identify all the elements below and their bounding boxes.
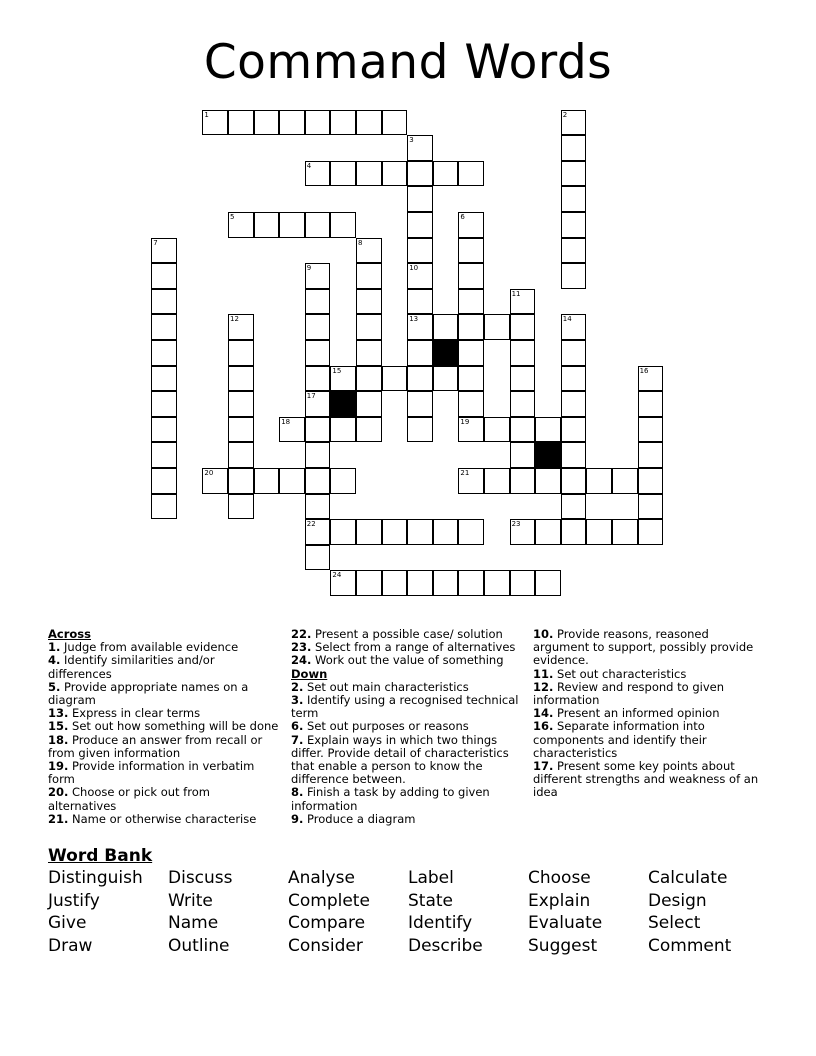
clue-number: 10 (409, 264, 419, 273)
grid-cell[interactable] (279, 212, 305, 238)
grid-cell[interactable] (279, 417, 305, 443)
grid-cell[interactable] (638, 391, 664, 417)
grid-cell[interactable] (305, 391, 331, 417)
word-bank-word: Suggest (528, 936, 598, 957)
clue-number: 17 (306, 392, 316, 401)
clue-text: Set out purposes or reasons (303, 719, 469, 734)
word-bank-word: State (408, 890, 453, 911)
clue-text: Produce a diagram (303, 811, 416, 826)
grid-cell[interactable] (561, 263, 587, 289)
grid-cell[interactable] (458, 519, 484, 545)
grid-cell[interactable] (433, 161, 459, 187)
grid-cell[interactable] (254, 212, 280, 238)
grid-cell[interactable] (356, 263, 382, 289)
grid-cell[interactable] (330, 161, 356, 187)
grid-cell[interactable] (510, 340, 536, 366)
clue-number: 22 (306, 520, 316, 529)
grid-cell[interactable] (407, 570, 433, 596)
clue-text: Produce an answer from recall or from given information (48, 732, 263, 760)
grid-cell[interactable] (433, 519, 459, 545)
grid-cell[interactable] (356, 110, 382, 136)
word-bank-word: Draw (48, 936, 93, 957)
clue-number: 4 (306, 161, 312, 170)
clue-number: 6 (460, 213, 465, 221)
word-bank-word: Describe (408, 936, 483, 957)
grid-cell[interactable] (612, 468, 638, 494)
across-clue (48, 760, 280, 786)
clue-text: Identify similarities and/or differences (48, 653, 215, 681)
grid-cell[interactable] (407, 238, 433, 264)
grid-cell[interactable] (638, 417, 664, 443)
grid-cell[interactable] (151, 391, 177, 417)
clue-num: 6. (291, 719, 304, 734)
grid-cell[interactable] (510, 442, 536, 468)
grid-cell[interactable] (484, 468, 510, 494)
grid-cell[interactable] (458, 263, 484, 289)
across-clue (48, 813, 280, 826)
grid-cell[interactable] (561, 340, 587, 366)
clue-number: 23 (511, 520, 521, 529)
word-bank-word: Outline (168, 936, 230, 957)
grid-cell[interactable] (382, 519, 408, 545)
grid-cell[interactable] (356, 314, 382, 340)
clue-text: Finish a task by adding to given information (291, 785, 490, 813)
grid-cell[interactable] (561, 238, 587, 264)
grid-cell[interactable] (407, 391, 433, 417)
grid-cell[interactable] (458, 570, 484, 596)
down-clue (291, 734, 521, 787)
word-bank-word: Analyse (288, 868, 355, 888)
grid-cell[interactable] (561, 161, 587, 187)
clue-number: 21 (460, 469, 470, 477)
clue-number: 12 (230, 315, 239, 324)
grid-cell[interactable] (228, 314, 254, 340)
across-clue (48, 786, 280, 812)
grid-cell[interactable] (407, 135, 433, 161)
word-bank-word: Explain (528, 890, 591, 911)
grid-cell[interactable] (305, 340, 331, 366)
clue-text: Select from a range of alternatives (311, 640, 516, 655)
clue-text: Separate information into components and identify their characteristics (533, 719, 707, 760)
word-bank-word: Discuss (168, 868, 233, 888)
clue-number: 16 (639, 366, 649, 375)
grid-cell[interactable] (151, 442, 177, 468)
page-title: Command Words (203, 35, 613, 90)
grid-cell[interactable] (356, 391, 382, 417)
clue-text: Set out characteristics (553, 666, 687, 681)
grid-cell[interactable] (433, 570, 459, 596)
grid-cell[interactable] (510, 314, 536, 340)
grid-cell[interactable] (305, 519, 331, 545)
grid-cell[interactable] (535, 570, 561, 596)
grid-cell[interactable] (561, 366, 587, 392)
grid-cell[interactable] (305, 545, 331, 571)
word-bank-word: Justify (48, 890, 100, 911)
grid-cell[interactable] (458, 212, 484, 238)
word-bank-word: Calculate (648, 868, 728, 888)
grid-cell[interactable] (433, 366, 459, 392)
grid-cell[interactable] (510, 289, 536, 315)
word-bank-word: Label (408, 868, 454, 888)
clue-number: 13 (409, 315, 419, 324)
grid-cell[interactable] (510, 519, 536, 545)
clue-num: 13. (48, 706, 69, 721)
grid-cell[interactable] (407, 340, 433, 366)
grid-cell[interactable] (382, 161, 408, 187)
grid-cell[interactable] (356, 238, 382, 264)
clue-num: 24. (291, 653, 312, 668)
grid-cell[interactable] (407, 186, 433, 212)
grid-cell[interactable] (151, 238, 177, 264)
clue-number: 5 (230, 213, 235, 221)
grid-cell[interactable] (612, 519, 638, 545)
grid-cell[interactable] (228, 366, 254, 392)
clue-text: Provide appropriate names on a diagram (48, 679, 249, 708)
clue-text: Work out the value of something (311, 653, 504, 668)
word-bank-word: Distinguish (48, 868, 143, 888)
grid-cell[interactable] (305, 366, 331, 392)
clue-number: 2 (562, 110, 568, 119)
grid-cell[interactable] (305, 263, 331, 289)
clue-number: 9 (306, 264, 312, 273)
clue-num: 9. (291, 811, 304, 826)
clue-num: 1. (48, 640, 61, 655)
clue-num: 3. (291, 693, 304, 708)
clue-number: 15 (332, 366, 342, 375)
grid-cell[interactable] (305, 442, 331, 468)
across-heading: Across (48, 627, 91, 641)
clues-column-1 (48, 628, 280, 826)
word-bank-word: Compare (288, 913, 366, 934)
grid-cell[interactable] (228, 442, 254, 468)
grid-cell[interactable] (407, 417, 433, 443)
word-bank-word: Choose (528, 868, 591, 888)
grid-cell[interactable] (638, 519, 664, 545)
grid-cell[interactable] (638, 442, 664, 468)
grid-cell[interactable] (510, 570, 536, 596)
word-bank-word: Name (168, 913, 219, 934)
clue-num: 18. (48, 732, 69, 747)
grid-cell[interactable] (638, 468, 664, 494)
grid-cell[interactable] (202, 110, 228, 136)
grid-cell[interactable] (305, 110, 331, 136)
black-square (535, 442, 561, 468)
grid-cell[interactable] (356, 340, 382, 366)
black-square (330, 391, 356, 417)
clue-number: 1 (204, 110, 209, 119)
black-square (433, 340, 459, 366)
grid-cell[interactable] (561, 494, 587, 520)
grid-cell[interactable] (433, 314, 459, 340)
grid-cell[interactable] (382, 110, 408, 136)
grid-cell[interactable] (356, 417, 382, 443)
clues-column-2 (291, 628, 521, 826)
clue-text: Explain ways in which two things differ. Provide detail of characteristics that enable a person to know the difference between. (291, 732, 509, 787)
grid-cell[interactable] (561, 110, 587, 136)
grid-cell[interactable] (356, 519, 382, 545)
clue-number: 7 (153, 238, 158, 247)
grid-cell[interactable] (330, 468, 356, 494)
grid-cell[interactable] (305, 494, 331, 520)
clue-num: 12. (533, 679, 554, 694)
clue-num: 2. (291, 679, 304, 694)
grid-cell[interactable] (561, 135, 587, 161)
grid-cell[interactable] (561, 314, 587, 340)
word-bank-word: Give (48, 913, 87, 934)
grid-cell[interactable] (561, 442, 587, 468)
grid-cell[interactable] (151, 417, 177, 443)
grid-cell[interactable] (356, 366, 382, 392)
down-clue (533, 628, 763, 668)
grid-cell[interactable] (330, 519, 356, 545)
grid-cell[interactable] (510, 391, 536, 417)
grid-cell[interactable] (228, 340, 254, 366)
grid-cell[interactable] (638, 494, 664, 520)
clue-number: 8 (358, 238, 363, 247)
grid-cell[interactable] (356, 161, 382, 187)
word-bank-word: Write (168, 890, 213, 911)
grid-cell[interactable] (330, 212, 356, 238)
grid-cell[interactable] (458, 468, 484, 494)
word-bank-word: Consider (288, 936, 363, 957)
down-clue (291, 813, 521, 826)
grid-cell[interactable] (407, 314, 433, 340)
clue-num: 8. (291, 785, 304, 800)
grid-cell[interactable] (484, 417, 510, 443)
grid-cell[interactable] (407, 212, 433, 238)
grid-cell[interactable] (561, 212, 587, 238)
grid-cell[interactable] (484, 314, 510, 340)
grid-cell[interactable] (330, 366, 356, 392)
clue-num: 11. (533, 666, 554, 681)
clue-number: 20 (204, 469, 214, 477)
clue-num: 17. (533, 759, 554, 774)
word-bank-word: Evaluate (528, 913, 603, 934)
across-clue (291, 654, 521, 667)
grid-cell[interactable] (382, 366, 408, 392)
down-clue (533, 681, 763, 707)
clue-num: 7. (291, 732, 304, 747)
grid-cell[interactable] (561, 468, 587, 494)
grid-cell[interactable] (407, 519, 433, 545)
grid-cell[interactable] (458, 366, 484, 392)
clue-num: 10. (533, 627, 554, 641)
across-clue (48, 734, 280, 760)
grid-cell[interactable] (407, 263, 433, 289)
across-clue (48, 654, 280, 680)
grid-cell[interactable] (228, 212, 254, 238)
clue-num: 23. (291, 640, 312, 655)
grid-cell[interactable] (305, 161, 331, 187)
grid-cell[interactable] (228, 110, 254, 136)
grid-cell[interactable] (202, 468, 228, 494)
grid-cell[interactable] (254, 110, 280, 136)
grid-cell[interactable] (305, 212, 331, 238)
grid-cell[interactable] (561, 186, 587, 212)
clue-number: 14 (562, 315, 572, 324)
grid-cell[interactable] (330, 417, 356, 443)
word-bank-word: Select (648, 913, 701, 934)
grid-cell[interactable] (407, 289, 433, 315)
clue-num: 21. (48, 811, 69, 826)
grid-cell[interactable] (510, 366, 536, 392)
clue-text: Provide information in verbatim form (48, 759, 255, 787)
down-clue (291, 694, 521, 720)
clue-text: Set out how something will be done (68, 719, 279, 734)
grid-cell[interactable] (305, 468, 331, 494)
grid-cell[interactable] (382, 570, 408, 596)
grid-cell[interactable] (279, 110, 305, 136)
grid-cell[interactable] (484, 570, 510, 596)
clue-num: 19. (48, 759, 69, 774)
grid-cell[interactable] (458, 289, 484, 315)
clue-number: 19 (460, 417, 470, 426)
grid-cell[interactable] (407, 366, 433, 392)
clue-number: 3 (409, 136, 414, 145)
grid-cell[interactable] (458, 314, 484, 340)
grid-cell[interactable] (151, 340, 177, 366)
grid-cell[interactable] (510, 417, 536, 443)
grid-cell[interactable] (151, 263, 177, 289)
grid-cell[interactable] (151, 366, 177, 392)
word-bank-word: Comment (648, 936, 732, 957)
grid-cell[interactable] (510, 468, 536, 494)
clue-num: 5. (48, 679, 61, 694)
grid-cell[interactable] (407, 161, 433, 187)
clue-number: 11 (511, 289, 521, 298)
grid-cell[interactable] (561, 519, 587, 545)
down-clue (533, 720, 763, 760)
grid-cell[interactable] (254, 468, 280, 494)
grid-cell[interactable] (151, 468, 177, 494)
grid-cell[interactable] (561, 417, 587, 443)
grid-cell[interactable] (458, 340, 484, 366)
word-bank-word: Identify (408, 913, 473, 934)
grid-cell[interactable] (305, 314, 331, 340)
clue-number: 24 (332, 571, 342, 580)
clue-num: 16. (533, 719, 554, 734)
across-clue (48, 681, 280, 707)
down-clue (291, 786, 521, 812)
grid-cell[interactable] (586, 468, 612, 494)
down-heading: Down (291, 666, 328, 681)
clue-num: 14. (533, 706, 554, 721)
grid-cell[interactable] (458, 161, 484, 187)
grid-cell[interactable] (151, 289, 177, 315)
grid-cell[interactable] (535, 417, 561, 443)
grid-cell[interactable] (586, 519, 612, 545)
clue-number: 18 (281, 417, 291, 426)
grid-cell[interactable] (561, 391, 587, 417)
clue-text: Express in clear terms (68, 706, 201, 721)
clue-text: Set out main characteristics (303, 679, 469, 694)
word-bank-word: Complete (288, 890, 370, 911)
grid-cell[interactable] (305, 289, 331, 315)
clue-text: Present some key points about different strengths and weakness of an idea (533, 759, 759, 800)
clue-num: 15. (48, 719, 69, 734)
clue-num: 22. (291, 627, 312, 641)
clue-text: Review and respond to given information (533, 679, 724, 708)
clue-text: Identify using a recognised technical term (291, 693, 519, 721)
grid-cell[interactable] (305, 417, 331, 443)
grid-cell[interactable] (228, 417, 254, 443)
grid-cell[interactable] (535, 468, 561, 494)
clue-num: 20. (48, 785, 69, 800)
grid-cell[interactable] (638, 366, 664, 392)
grid-cell[interactable] (151, 494, 177, 520)
grid-cell[interactable] (279, 468, 305, 494)
grid-cell[interactable] (356, 289, 382, 315)
clue-text: Judge from available evidence (60, 640, 239, 655)
clue-text: Choose or pick out from alternatives (48, 785, 210, 813)
clue-text: Present an informed opinion (553, 706, 720, 721)
clue-num: 4. (48, 653, 61, 668)
clue-text: Name or otherwise characterise (68, 811, 257, 826)
clue-text: Present a possible case/ solution (311, 627, 503, 641)
grid-cell[interactable] (458, 391, 484, 417)
grid-cell[interactable] (458, 238, 484, 264)
grid-cell[interactable] (458, 417, 484, 443)
grid-cell[interactable] (330, 570, 356, 596)
grid-cell[interactable] (228, 494, 254, 520)
grid-cell[interactable] (356, 570, 382, 596)
down-clue (533, 760, 763, 800)
grid-cell[interactable] (228, 391, 254, 417)
word-bank (48, 867, 788, 958)
grid-cell[interactable] (330, 110, 356, 136)
clues-column-3 (533, 628, 763, 800)
grid-cell[interactable] (151, 314, 177, 340)
grid-cell[interactable] (535, 519, 561, 545)
word-bank-title: Word Bank (48, 846, 153, 866)
grid-cell[interactable] (228, 468, 254, 494)
clue-text: Provide reasons, reasoned argument to support, possibly provide evidence. (533, 627, 754, 668)
word-bank-word: Design (648, 890, 707, 911)
